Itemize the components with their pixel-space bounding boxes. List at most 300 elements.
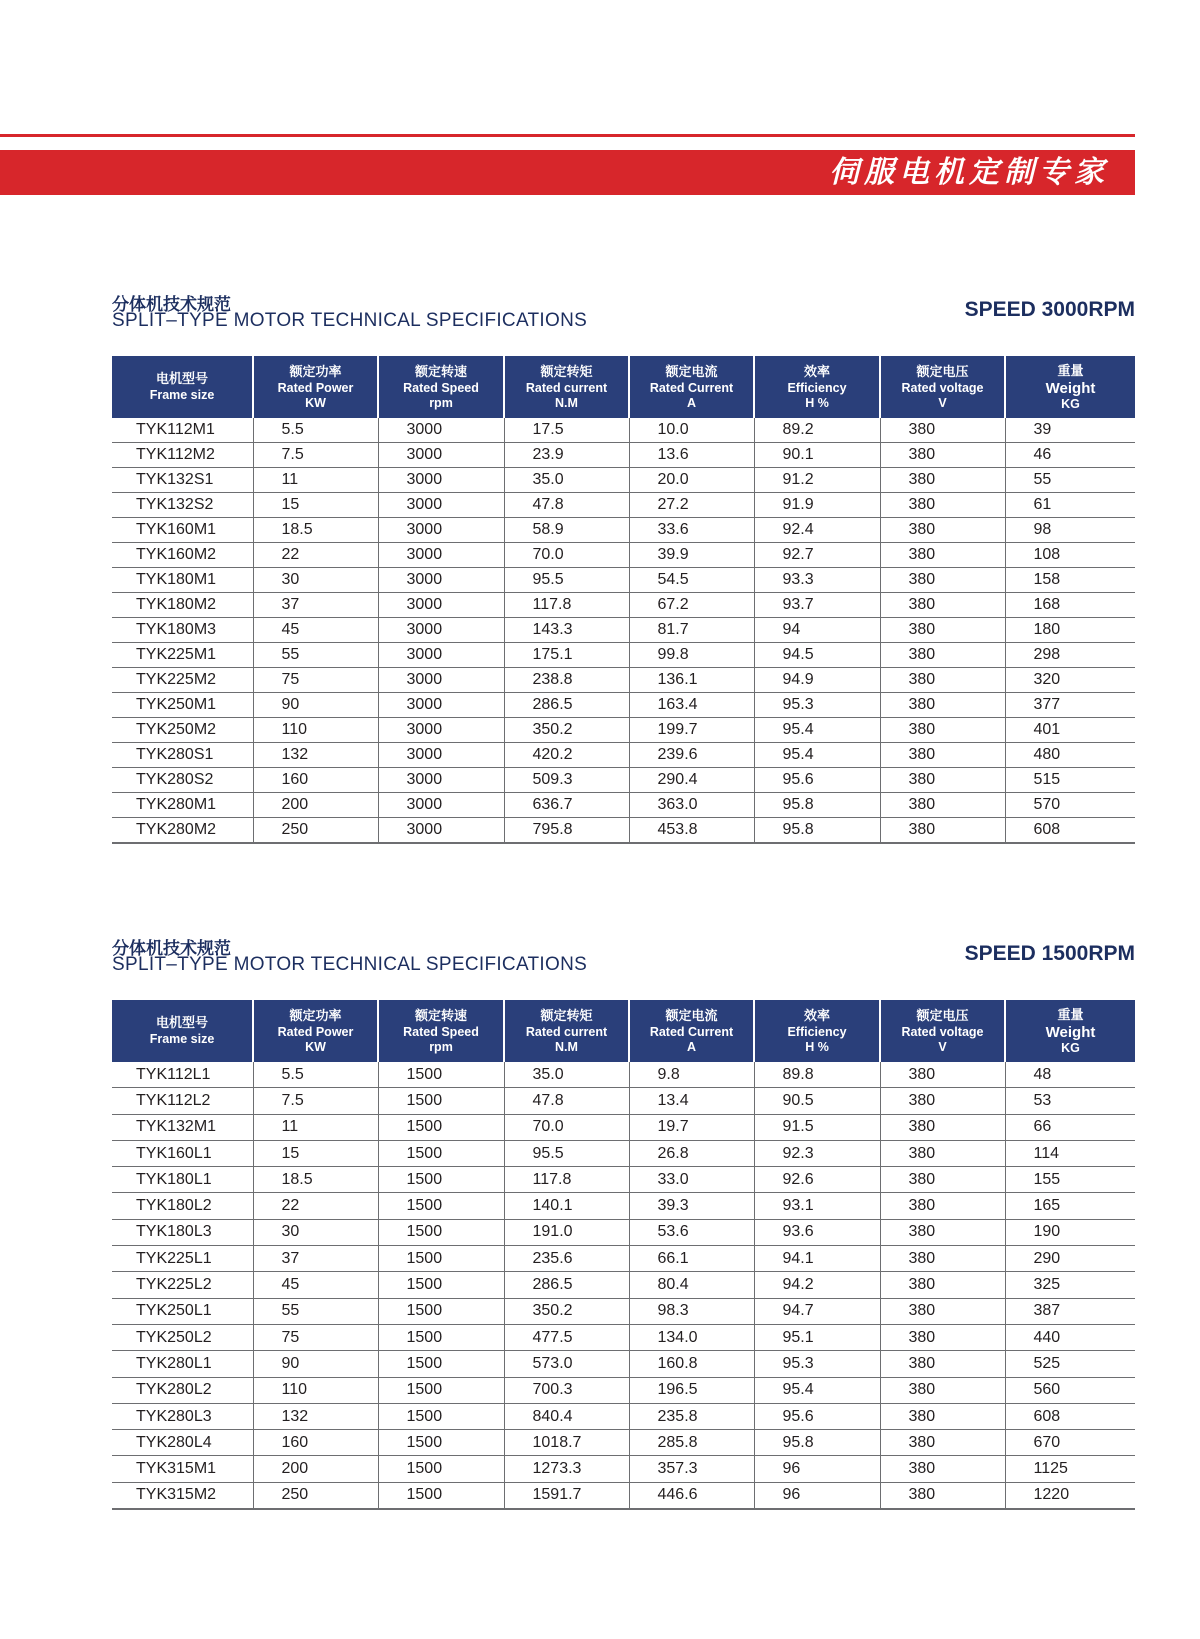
table-cell: 250	[253, 1482, 378, 1509]
column-header-cn: 额定功率	[289, 1008, 342, 1024]
top-divider-line	[0, 134, 1135, 137]
table-row	[112, 593, 1135, 618]
table-cell: 357.3	[629, 1456, 754, 1482]
column-header-unit: KW	[305, 1039, 326, 1054]
table-cell: 46	[1005, 443, 1135, 468]
table-cell: 380	[880, 1114, 1005, 1140]
table-cell: 155	[1005, 1167, 1135, 1193]
table-cell: 158	[1005, 568, 1135, 593]
table-cell: 570	[1005, 793, 1135, 818]
table-cell: 89.2	[754, 418, 880, 443]
table-cell: 30	[253, 568, 378, 593]
table-cell: 380	[880, 693, 1005, 718]
table-cell: TYK280S2	[112, 768, 253, 793]
table-cell: 99.8	[629, 643, 754, 668]
table-cell: 11	[253, 1114, 378, 1140]
table-cell: 143.3	[504, 618, 629, 643]
table-cell: 55	[253, 643, 378, 668]
column-header	[112, 1000, 253, 1062]
column-header	[253, 356, 378, 418]
table-cell: 39.3	[629, 1193, 754, 1219]
table-cell: 98	[1005, 518, 1135, 543]
table-cell: 39	[1005, 418, 1135, 443]
table-cell: 380	[880, 1246, 1005, 1272]
table-row	[112, 1167, 1135, 1193]
table-cell: 1500	[378, 1272, 504, 1298]
table-row	[112, 1088, 1135, 1114]
table-cell: TYK160M2	[112, 543, 253, 568]
table-cell: 795.8	[504, 818, 629, 844]
table-cell: 235.6	[504, 1246, 629, 1272]
table-cell: 58.9	[504, 518, 629, 543]
table-cell: 453.8	[629, 818, 754, 844]
table-cell: 94.5	[754, 643, 880, 668]
table-cell: 380	[880, 1403, 1005, 1429]
table-cell: 13.6	[629, 443, 754, 468]
spec-table	[112, 356, 1135, 844]
table-cell: 95.6	[754, 1403, 880, 1429]
table-cell: TYK180L3	[112, 1219, 253, 1245]
table-cell: 134.0	[629, 1324, 754, 1350]
table-cell: 380	[880, 818, 1005, 844]
table-cell: 18.5	[253, 1167, 378, 1193]
table-cell: 608	[1005, 818, 1135, 844]
table-cell: 9.8	[629, 1062, 754, 1088]
column-header-en: Frame size	[149, 1032, 215, 1046]
table-cell: TYK132S1	[112, 468, 253, 493]
table-row	[112, 493, 1135, 518]
table-cell: 3000	[378, 818, 504, 844]
speed-label: SPEED 1500RPM	[964, 942, 1135, 965]
column-header	[504, 356, 629, 418]
table-cell: 15	[253, 493, 378, 518]
table-cell: 18.5	[253, 518, 378, 543]
table-cell: 93.7	[754, 593, 880, 618]
table-cell: 380	[880, 1193, 1005, 1219]
table-cell: 23.9	[504, 443, 629, 468]
table-cell: 1500	[378, 1456, 504, 1482]
table-cell: 1500	[378, 1482, 504, 1509]
table-row	[112, 1377, 1135, 1403]
column-header-unit: A	[686, 1039, 697, 1054]
spec-section-3000rpm	[112, 290, 1135, 844]
table-cell: 93.3	[754, 568, 880, 593]
table-cell: 320	[1005, 668, 1135, 693]
column-header	[504, 1000, 629, 1062]
column-header-unit: KG	[1061, 396, 1080, 411]
table-cell: 286.5	[504, 1272, 629, 1298]
table-cell: TYK280L2	[112, 1377, 253, 1403]
table-row	[112, 818, 1135, 844]
table-cell: 53.6	[629, 1219, 754, 1245]
column-header-cn: 电机型号	[155, 1016, 208, 1031]
table-cell: 95.5	[504, 1140, 629, 1166]
table-row	[112, 1062, 1135, 1088]
table-cell: TYK225L1	[112, 1246, 253, 1272]
column-header-en: Rated current	[525, 380, 608, 395]
table-cell: 560	[1005, 1377, 1135, 1403]
table-cell: 70.0	[504, 543, 629, 568]
table-row	[112, 1482, 1135, 1509]
table-cell: 509.3	[504, 768, 629, 793]
table-cell: 285.8	[629, 1430, 754, 1456]
table-cell: 3000	[378, 793, 504, 818]
table-cell: 191.0	[504, 1219, 629, 1245]
table-cell: 37	[253, 593, 378, 618]
table-row	[112, 618, 1135, 643]
table-cell: 30	[253, 1219, 378, 1245]
column-header-unit: rpm	[429, 395, 453, 410]
table-cell: 670	[1005, 1430, 1135, 1456]
table-cell: 132	[253, 1403, 378, 1429]
column-header-unit: N.M	[555, 395, 578, 410]
column-header-cn: 效率	[803, 364, 830, 380]
table-row	[112, 1430, 1135, 1456]
column-header-cn: 额定电压	[916, 1008, 969, 1024]
table-cell: 92.6	[754, 1167, 880, 1193]
table-cell: 91.2	[754, 468, 880, 493]
column-header	[253, 1000, 378, 1062]
table-cell: 1500	[378, 1193, 504, 1219]
table-cell: 95.1	[754, 1324, 880, 1350]
table-cell: 95.5	[504, 568, 629, 593]
column-header-cn: 额定功率	[289, 364, 342, 380]
table-cell: 92.3	[754, 1140, 880, 1166]
table-cell: 37	[253, 1246, 378, 1272]
table-cell: 199.7	[629, 718, 754, 743]
column-header	[754, 1000, 880, 1062]
column-header-cn: 额定转速	[414, 364, 467, 380]
table-cell: 380	[880, 793, 1005, 818]
table-cell: 1500	[378, 1114, 504, 1140]
table-cell: 22	[253, 543, 378, 568]
table-cell: 96	[754, 1456, 880, 1482]
table-cell: 90.5	[754, 1088, 880, 1114]
table-cell: 380	[880, 643, 1005, 668]
column-header-en: Rated voltage	[901, 1024, 984, 1039]
column-header-unit: N.M	[555, 1039, 578, 1054]
table-cell: 19.7	[629, 1114, 754, 1140]
table-row	[112, 418, 1135, 443]
table-cell: 160	[253, 768, 378, 793]
table-row	[112, 543, 1135, 568]
column-header-cn: 额定电流	[665, 364, 718, 380]
table-row	[112, 1219, 1135, 1245]
column-header-en: Efficiency	[787, 380, 847, 395]
table-cell: 70.0	[504, 1114, 629, 1140]
table-cell: 110	[253, 718, 378, 743]
table-cell: 380	[880, 1482, 1005, 1509]
table-cell: 290	[1005, 1246, 1135, 1272]
table-cell: 94.2	[754, 1272, 880, 1298]
table-cell: 380	[880, 1298, 1005, 1324]
column-header-unit: V	[938, 1039, 947, 1054]
table-cell: 3000	[378, 443, 504, 468]
table-row	[112, 1456, 1135, 1482]
table-cell: 350.2	[504, 1298, 629, 1324]
table-cell: 1220	[1005, 1482, 1135, 1509]
table-cell: 175.1	[504, 643, 629, 668]
table-cell: 286.5	[504, 693, 629, 718]
table-cell: TYK112M2	[112, 443, 253, 468]
table-cell: TYK280M2	[112, 818, 253, 844]
table-cell: 140.1	[504, 1193, 629, 1219]
table-cell: 3000	[378, 593, 504, 618]
table-cell: 26.8	[629, 1140, 754, 1166]
table-cell: 27.2	[629, 493, 754, 518]
table-cell: 1591.7	[504, 1482, 629, 1509]
column-header-en: Rated current	[525, 1024, 608, 1039]
table-row	[112, 718, 1135, 743]
column-header	[1005, 356, 1135, 418]
table-cell: 47.8	[504, 1088, 629, 1114]
table-cell: 94.7	[754, 1298, 880, 1324]
table-cell: 92.4	[754, 518, 880, 543]
table-cell: 95.3	[754, 1351, 880, 1377]
column-header	[629, 356, 754, 418]
table-cell: 1500	[378, 1167, 504, 1193]
column-header-unit: H %	[805, 1039, 829, 1054]
table-cell: TYK250M1	[112, 693, 253, 718]
table-cell: 89.8	[754, 1062, 880, 1088]
column-header-cn: 重量	[1057, 1007, 1084, 1023]
table-header-row	[112, 356, 1135, 418]
table-row	[112, 1193, 1135, 1219]
table-cell: 1500	[378, 1377, 504, 1403]
column-header-unit: V	[938, 395, 947, 410]
table-cell: 163.4	[629, 693, 754, 718]
table-cell: 380	[880, 743, 1005, 768]
table-cell: 420.2	[504, 743, 629, 768]
table-cell: 480	[1005, 743, 1135, 768]
column-header-cn: 重量	[1057, 363, 1084, 379]
table-cell: 3000	[378, 743, 504, 768]
column-header-en: Efficiency	[787, 1024, 847, 1039]
column-header	[112, 356, 253, 418]
table-cell: 380	[880, 418, 1005, 443]
column-header-cn: 额定转矩	[540, 1008, 593, 1024]
table-cell: 3000	[378, 468, 504, 493]
table-cell: 380	[880, 1456, 1005, 1482]
table-cell: 380	[880, 1167, 1005, 1193]
table-cell: 298	[1005, 643, 1135, 668]
table-cell: 380	[880, 443, 1005, 468]
table-cell: 93.6	[754, 1219, 880, 1245]
column-header-en: Rated Current	[649, 380, 734, 395]
table-cell: 380	[880, 618, 1005, 643]
table-row	[112, 1246, 1135, 1272]
column-header	[880, 356, 1005, 418]
table-cell: 117.8	[504, 1167, 629, 1193]
table-cell: 446.6	[629, 1482, 754, 1509]
column-header-unit: KG	[1061, 1040, 1080, 1055]
table-row	[112, 518, 1135, 543]
table-row	[112, 1114, 1135, 1140]
table-cell: 90	[253, 1351, 378, 1377]
speed-label: SPEED 3000RPM	[964, 298, 1135, 321]
spec-table	[112, 1000, 1135, 1510]
column-header-unit: rpm	[429, 1039, 453, 1054]
table-cell: 3000	[378, 518, 504, 543]
table-cell: 95.6	[754, 768, 880, 793]
section-title-cn: 分体机技术规范	[112, 295, 231, 315]
table-row	[112, 693, 1135, 718]
table-cell: 66.1	[629, 1246, 754, 1272]
table-cell: 1500	[378, 1324, 504, 1350]
table-cell: 200	[253, 1456, 378, 1482]
table-cell: 1500	[378, 1246, 504, 1272]
table-cell: 48	[1005, 1062, 1135, 1088]
column-header-en: Rated voltage	[901, 380, 984, 395]
column-header-cn: 电机型号	[155, 372, 208, 387]
table-cell: 11	[253, 468, 378, 493]
table-cell: 22	[253, 1193, 378, 1219]
table-cell: 61	[1005, 493, 1135, 518]
table-cell: 477.5	[504, 1324, 629, 1350]
table-cell: 1500	[378, 1219, 504, 1245]
table-cell: 196.5	[629, 1377, 754, 1403]
table-cell: 290.4	[629, 768, 754, 793]
column-header-unit: KW	[305, 395, 326, 410]
table-cell: TYK250M2	[112, 718, 253, 743]
table-cell: 47.8	[504, 493, 629, 518]
table-cell: 1500	[378, 1298, 504, 1324]
table-cell: 1500	[378, 1140, 504, 1166]
table-row	[112, 1324, 1135, 1350]
table-cell: TYK112M1	[112, 418, 253, 443]
table-cell: 200	[253, 793, 378, 818]
table-cell: 239.6	[629, 743, 754, 768]
table-cell: 250	[253, 818, 378, 844]
table-cell: TYK132M1	[112, 1114, 253, 1140]
table-cell: 53	[1005, 1088, 1135, 1114]
section-heading	[112, 934, 1135, 1000]
table-cell: 380	[880, 718, 1005, 743]
column-header-cn: 额定转速	[414, 1008, 467, 1024]
column-header-en: Rated Speed	[403, 380, 479, 395]
table-cell: 165	[1005, 1193, 1135, 1219]
column-header-cn: 额定电压	[916, 364, 969, 380]
table-cell: 1500	[378, 1088, 504, 1114]
table-cell: TYK132S2	[112, 493, 253, 518]
table-cell: 401	[1005, 718, 1135, 743]
table-cell: 380	[880, 568, 1005, 593]
table-cell: 1500	[378, 1430, 504, 1456]
table-row	[112, 1298, 1135, 1324]
table-cell: 95.4	[754, 1377, 880, 1403]
table-cell: TYK280M1	[112, 793, 253, 818]
table-cell: TYK180L2	[112, 1193, 253, 1219]
table-cell: 380	[880, 1140, 1005, 1166]
table-cell: 75	[253, 1324, 378, 1350]
table-cell: 608	[1005, 1403, 1135, 1429]
table-cell: 35.0	[504, 1062, 629, 1088]
table-cell: 95.4	[754, 718, 880, 743]
table-cell: 55	[253, 1298, 378, 1324]
table-cell: 96	[754, 1482, 880, 1509]
section-heading	[112, 290, 1135, 356]
table-cell: TYK180M2	[112, 593, 253, 618]
table-cell: 238.8	[504, 668, 629, 693]
table-cell: TYK160M1	[112, 518, 253, 543]
table-cell: 95.8	[754, 793, 880, 818]
column-header-cn: 额定转矩	[540, 364, 593, 380]
table-cell: TYK180L1	[112, 1167, 253, 1193]
table-cell: 3000	[378, 493, 504, 518]
table-cell: 81.7	[629, 618, 754, 643]
table-cell: TYK280S1	[112, 743, 253, 768]
column-header	[754, 356, 880, 418]
column-header-en: Rated Current	[649, 1024, 734, 1039]
section-title-en: SPLIT–TYPE MOTOR TECHNICAL SPECIFICATIONS	[112, 954, 588, 975]
table-cell: 3000	[378, 768, 504, 793]
table-cell: 3000	[378, 543, 504, 568]
banner-slogan: 伺服电机定制专家	[829, 155, 1109, 190]
table-cell: 3000	[378, 643, 504, 668]
table-cell: 160	[253, 1430, 378, 1456]
table-cell: 380	[880, 518, 1005, 543]
table-cell: 380	[880, 1088, 1005, 1114]
table-cell: 160.8	[629, 1351, 754, 1377]
table-cell: 90	[253, 693, 378, 718]
table-cell: 515	[1005, 768, 1135, 793]
table-cell: 39.9	[629, 543, 754, 568]
table-row	[112, 1403, 1135, 1429]
table-cell: TYK112L2	[112, 1088, 253, 1114]
table-cell: 380	[880, 1324, 1005, 1350]
column-header	[1005, 1000, 1135, 1062]
table-cell: TYK250L2	[112, 1324, 253, 1350]
table-cell: 33.0	[629, 1167, 754, 1193]
table-cell: 136.1	[629, 668, 754, 693]
table-cell: TYK225L2	[112, 1272, 253, 1298]
table-cell: 33.6	[629, 518, 754, 543]
column-header	[378, 356, 504, 418]
table-cell: 5.5	[253, 418, 378, 443]
table-cell: 75	[253, 668, 378, 693]
table-header-row	[112, 1000, 1135, 1062]
table-cell: 380	[880, 593, 1005, 618]
table-cell: 35.0	[504, 468, 629, 493]
table-row	[112, 643, 1135, 668]
table-cell: 95.3	[754, 693, 880, 718]
column-header-en: Rated Power	[277, 1024, 354, 1039]
table-cell: TYK280L4	[112, 1430, 253, 1456]
table-cell: TYK112L1	[112, 1062, 253, 1088]
table-cell: 190	[1005, 1219, 1135, 1245]
table-cell: 325	[1005, 1272, 1135, 1298]
table-cell: 3000	[378, 668, 504, 693]
table-cell: 377	[1005, 693, 1135, 718]
table-cell: 3000	[378, 693, 504, 718]
table-cell: 132	[253, 743, 378, 768]
table-cell: 10.0	[629, 418, 754, 443]
table-row	[112, 1140, 1135, 1166]
column-header-en: Rated Speed	[403, 1024, 479, 1039]
table-cell: 1500	[378, 1403, 504, 1429]
table-cell: 7.5	[253, 1088, 378, 1114]
table-cell: 1018.7	[504, 1430, 629, 1456]
table-cell: 840.4	[504, 1403, 629, 1429]
column-header	[629, 1000, 754, 1062]
table-row	[112, 668, 1135, 693]
table-row	[112, 443, 1135, 468]
table-cell: 114	[1005, 1140, 1135, 1166]
table-cell: 45	[253, 1272, 378, 1298]
table-cell: TYK280L1	[112, 1351, 253, 1377]
table-cell: 1273.3	[504, 1456, 629, 1482]
column-header	[378, 1000, 504, 1062]
